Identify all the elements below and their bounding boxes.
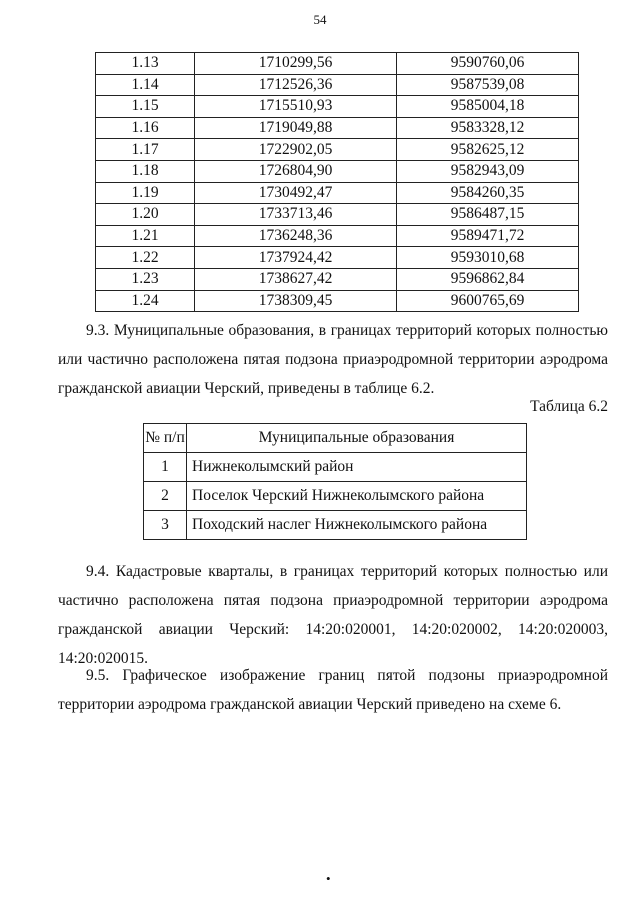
- table-row: [96, 53, 579, 75]
- column-header-number: № п/п: [144, 424, 187, 453]
- municipality-name: Нижнеколымский район: [187, 453, 527, 482]
- coordinate-y: 9582943,09: [397, 160, 579, 182]
- coordinate-x: 1712526,36: [195, 74, 397, 96]
- point-number: 1.22: [96, 247, 195, 269]
- coordinate-x: 1726804,90: [195, 160, 397, 182]
- table-row: [96, 290, 579, 312]
- point-number: 1.23: [96, 268, 195, 290]
- point-number: 1.21: [96, 225, 195, 247]
- coordinate-x: 1715510,93: [195, 96, 397, 118]
- coordinate-y: 9590760,06: [397, 53, 579, 75]
- coordinate-x: 1738309,45: [195, 290, 397, 312]
- point-number: 1.14: [96, 74, 195, 96]
- table-row: [96, 225, 579, 247]
- table-caption: Таблица 6.2: [530, 398, 608, 415]
- municipalities-table: [143, 423, 527, 540]
- coordinate-y: 9593010,68: [397, 247, 579, 269]
- coordinate-y: 9600765,69: [397, 290, 579, 312]
- table-row: [96, 160, 579, 182]
- table-row: [96, 74, 579, 96]
- row-number: 2: [144, 482, 187, 511]
- coordinate-x: 1738627,42: [195, 268, 397, 290]
- paragraph-9-3: 9.3. Муниципальные образования, в границах территорий которых полностью или частично расположена пятая подзона приаэродромной территории аэродрома гражданской авиации Черский, приведены в таблице 6.2.: [58, 322, 608, 397]
- coordinate-x: 1722902,05: [195, 139, 397, 161]
- coordinate-y: 9586487,15: [397, 204, 579, 226]
- coordinate-y: 9589471,72: [397, 225, 579, 247]
- table-row: [96, 182, 579, 204]
- point-number: 1.20: [96, 204, 195, 226]
- row-number: 3: [144, 511, 187, 540]
- table-row: [96, 117, 579, 139]
- footer-mark: •: [326, 871, 331, 886]
- table-row: [96, 204, 579, 226]
- coordinate-x: 1733713,46: [195, 204, 397, 226]
- coordinate-y: 9585004,18: [397, 96, 579, 118]
- table-row: [96, 139, 579, 161]
- point-number: 1.13: [96, 53, 195, 75]
- table-row: [96, 268, 579, 290]
- table-row: [96, 96, 579, 118]
- coordinate-x: 1736248,36: [195, 225, 397, 247]
- point-number: 1.15: [96, 96, 195, 118]
- coordinate-y: 9596862,84: [397, 268, 579, 290]
- point-number: 1.16: [96, 117, 195, 139]
- table-row: [96, 247, 579, 269]
- coordinate-y: 9582625,12: [397, 139, 579, 161]
- coordinate-x: 1737924,42: [195, 247, 397, 269]
- point-number: 1.17: [96, 139, 195, 161]
- coordinate-y: 9587539,08: [397, 74, 579, 96]
- page-number: 54: [313, 12, 327, 27]
- municipality-name: Походский наслег Нижнеколымского района: [187, 511, 527, 540]
- point-number: 1.18: [96, 160, 195, 182]
- column-header-municipalities: Муниципальные образования: [187, 424, 527, 453]
- point-number: 1.24: [96, 290, 195, 312]
- coordinate-y: 9583328,12: [397, 117, 579, 139]
- point-number: 1.19: [96, 182, 195, 204]
- coordinates-table: [95, 52, 579, 312]
- coordinate-y: 9584260,35: [397, 182, 579, 204]
- table-row: [144, 453, 527, 482]
- row-number: 1: [144, 453, 187, 482]
- coordinate-x: 1719049,88: [195, 117, 397, 139]
- paragraph-9-5: 9.5. Графическое изображение границ пятой подзоны приаэродромной территории аэродрома гражданской авиации Черский приведено на схеме 6.: [58, 667, 608, 713]
- municipality-name: Поселок Черский Нижнеколымского района: [187, 482, 527, 511]
- paragraph-9-4: 9.4. Кадастровые кварталы, в границах территорий которых полностью или частично расположена пятая подзона приаэродромной территории аэродрома гражданской авиации Черский: 14:20:020001, 14:20:020002, 14:20:020003, 14:20:020015.: [58, 563, 608, 667]
- coordinate-x: 1710299,56: [195, 53, 397, 75]
- table-row: [144, 482, 527, 511]
- table-row: [144, 511, 527, 540]
- coordinate-x: 1730492,47: [195, 182, 397, 204]
